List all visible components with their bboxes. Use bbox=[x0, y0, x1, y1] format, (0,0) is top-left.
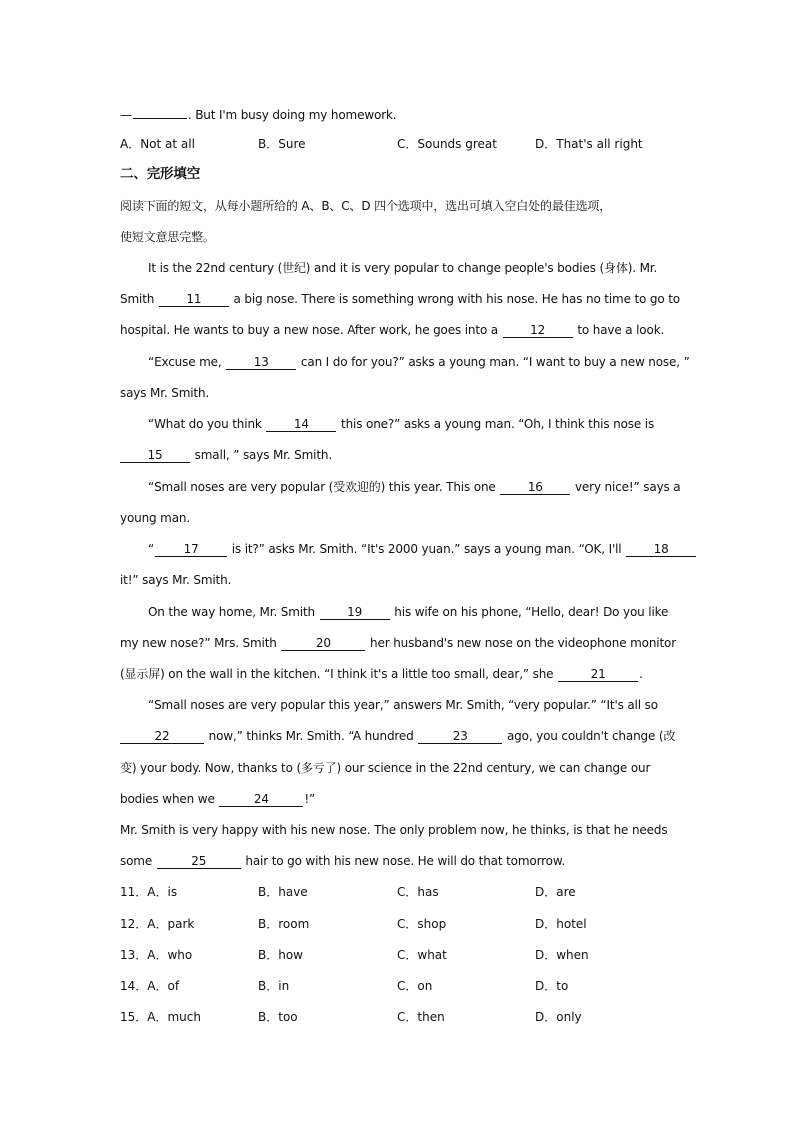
passage-line: Smith 11 a big nose. There is something wrong with his nose. He has no time to go to bbox=[120, 292, 680, 306]
blank-15[interactable]: 15 bbox=[120, 448, 190, 463]
passage-line: (显示屏) on the wall in the kitchen. “I think it's a little too small, dear,” she 21 . bbox=[120, 667, 643, 681]
q15-option-b[interactable]: B．too bbox=[258, 1010, 298, 1024]
q12-option-a[interactable]: 12．A．park bbox=[120, 917, 195, 931]
blank-16[interactable]: 16 bbox=[500, 480, 570, 495]
passage-line: Mr. Smith is very happy with his new nose. The only problem now, he thinks, is that he needs bbox=[120, 823, 668, 837]
q14-option-b[interactable]: B．in bbox=[258, 979, 290, 993]
option-a[interactable]: A．Not at all bbox=[120, 137, 195, 151]
blank-13[interactable]: 13 bbox=[226, 355, 296, 370]
passage-line: On the way home, Mr. Smith 19 his wife on his phone, “Hello, dear! Do you like bbox=[148, 605, 669, 619]
q15-option-c[interactable]: C．then bbox=[397, 1010, 445, 1024]
section-instruction: 阅读下面的短文，从每小题所给的 A、B、C、D 四个选项中，选出可填入空白处的最佳选项， bbox=[120, 199, 612, 213]
passage-line: 22 now,” thinks Mr. Smith. “A hundred 23 ago, you couldn't change (改 bbox=[120, 728, 675, 744]
q11-option-d[interactable]: D．are bbox=[535, 885, 576, 899]
passage-line: bodies when we 24 !” bbox=[120, 792, 316, 806]
passage-line: “Small noses are very popular this year,” answers Mr. Smith, “very popular.” “It's all so bbox=[148, 698, 658, 712]
q14-option-d[interactable]: D．to bbox=[535, 979, 569, 993]
q13-option-a[interactable]: 13．A．who bbox=[120, 948, 193, 962]
passage-line: some 25 hair to go with his new nose. He will do that tomorrow. bbox=[120, 854, 566, 868]
passage-line: “What do you think 14 this one?” asks a young man. “Oh, I think this nose is bbox=[148, 417, 655, 431]
answer-blank[interactable] bbox=[133, 104, 187, 119]
blank-18[interactable]: 18 bbox=[626, 542, 696, 557]
passage-line: my new nose?” Mrs. Smith 20 her husband's new nose on the videophone monitor bbox=[120, 636, 676, 650]
blank-19[interactable]: 19 bbox=[320, 605, 390, 620]
passage-line: hospital. He wants to buy a new nose. After work, he goes into a 12 to have a look. bbox=[120, 323, 665, 337]
q13-option-c[interactable]: C．what bbox=[397, 948, 447, 962]
option-d[interactable]: D．That's all right bbox=[535, 137, 643, 151]
passage-line: it!” says Mr. Smith. bbox=[120, 573, 232, 587]
passage-line: says Mr. Smith. bbox=[120, 386, 210, 400]
option-b[interactable]: B．Sure bbox=[258, 137, 306, 151]
q15-option-d[interactable]: D．only bbox=[535, 1010, 582, 1024]
q14-option-c[interactable]: C．on bbox=[397, 979, 433, 993]
blank-21[interactable]: 21 bbox=[558, 667, 638, 682]
passage-line: 15 small, ” says Mr. Smith. bbox=[120, 447, 332, 463]
q12-option-c[interactable]: C．shop bbox=[397, 917, 447, 931]
passage-line: It is the 22nd century (世纪) and it is very popular to change people's bodies (身体). Mr. bbox=[148, 261, 658, 275]
passage-line: young man. bbox=[120, 511, 191, 525]
q14-option-a[interactable]: 14．A．of bbox=[120, 979, 180, 993]
passage-line: “Excuse me, 13 can I do for you?” asks a young man. “I want to buy a new nose, ” bbox=[148, 355, 690, 369]
passage-line: 变) your body. Now, thanks to (多亏了) our science in the 22nd century, we can change our bbox=[120, 761, 651, 775]
q11-option-c[interactable]: C．has bbox=[397, 885, 439, 899]
blank-17[interactable]: 17 bbox=[155, 542, 227, 557]
blank-24[interactable]: 24 bbox=[219, 792, 303, 807]
q12-option-d[interactable]: D．hotel bbox=[535, 917, 587, 931]
blank-20[interactable]: 20 bbox=[281, 636, 365, 651]
q11-option-a[interactable]: 11．A．is bbox=[120, 885, 178, 899]
blank-12[interactable]: 12 bbox=[503, 323, 573, 338]
blank-22[interactable]: 22 bbox=[120, 729, 204, 744]
q13-option-b[interactable]: B．how bbox=[258, 948, 303, 962]
blank-25[interactable]: 25 bbox=[157, 854, 241, 869]
prev-question-line: — . But I'm busy doing my homework. bbox=[120, 104, 396, 123]
q12-option-b[interactable]: B．room bbox=[258, 917, 310, 931]
blank-11[interactable]: 11 bbox=[159, 292, 229, 307]
q15-option-a[interactable]: 15．A．much bbox=[120, 1010, 201, 1024]
passage-line: “ 17 is it?” asks Mr. Smith. “It's 2000 yuan.” says a young man. “OK, I'll 18 bbox=[148, 541, 697, 557]
passage-line: “Small noses are very popular (受欢迎的) this year. This one 16 very nice!” says a bbox=[148, 480, 681, 494]
blank-14[interactable]: 14 bbox=[266, 417, 336, 432]
q13-option-d[interactable]: D．when bbox=[535, 948, 589, 962]
q11-option-b[interactable]: B．have bbox=[258, 885, 308, 899]
section-instruction-cont: 使短文意思完整。 bbox=[120, 230, 215, 244]
blank-23[interactable]: 23 bbox=[418, 729, 502, 744]
option-c[interactable]: C．Sounds great bbox=[397, 137, 497, 151]
section-title: 二、完形填空 bbox=[120, 166, 201, 182]
